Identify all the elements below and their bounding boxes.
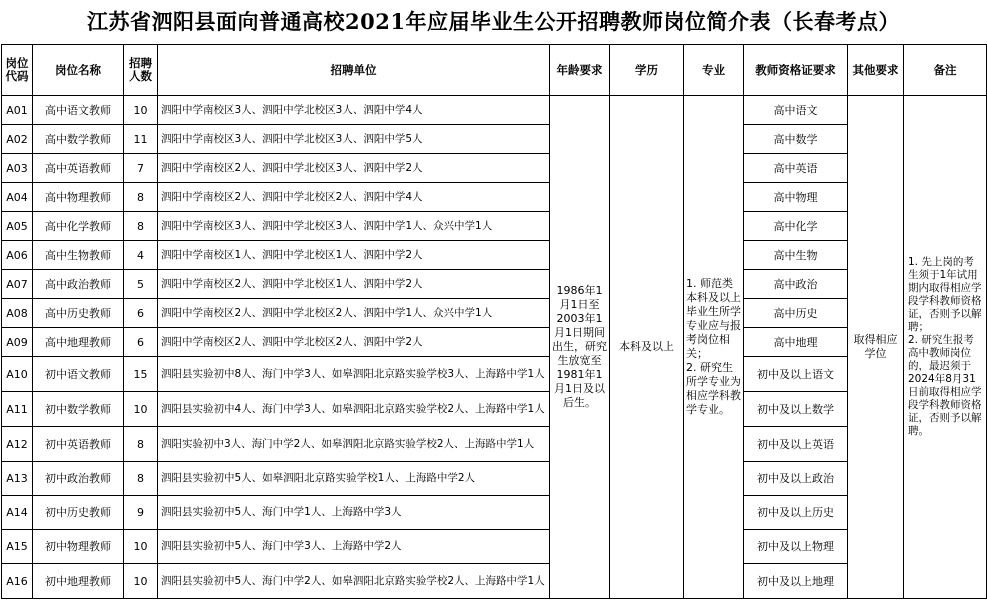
table-row — [2, 183, 987, 212]
table-row — [2, 427, 987, 462]
table-row — [2, 299, 987, 328]
cell-unit: 泗阳中学南校区3人、泗阳中学北校区3人、泗阳中学1人、众兴中学1人 — [158, 212, 550, 241]
cell-unit: 泗阳中学南校区2人、泗阳中学北校区2人、泗阳中学1人、众兴中学1人 — [158, 299, 550, 328]
header-unit: 招聘单位 — [158, 45, 550, 96]
table-row — [2, 270, 987, 299]
header-row — [2, 45, 987, 96]
cell-cert: 初中及以上数学 — [744, 392, 848, 427]
cell-count: 5 — [124, 270, 158, 299]
header-major: 专业 — [684, 45, 744, 96]
cell-cert: 高中化学 — [744, 212, 848, 241]
cell-unit: 泗阳县实验初中5人、如皋泗阳北京路实验学校1人、上海路中学2人 — [158, 462, 550, 496]
cell-name: 高中物理教师 — [33, 183, 124, 212]
cell-unit: 泗阳中学南校区2人、泗阳中学北校区1人、泗阳中学2人 — [158, 270, 550, 299]
header-other: 其他要求 — [848, 45, 904, 96]
cell-unit: 泗阳中学南校区2人、泗阳中学北校区2人、泗阳中学4人 — [158, 183, 550, 212]
cell-count: 10 — [124, 96, 158, 125]
cell-cert: 高中政治 — [744, 270, 848, 299]
cell-name: 初中数学教师 — [33, 392, 124, 427]
table-row — [2, 212, 987, 241]
cell-cert: 初中及以上政治 — [744, 462, 848, 496]
cell-code: A14 — [2, 496, 33, 530]
cell-code: A04 — [2, 183, 33, 212]
cell-name: 初中英语教师 — [33, 427, 124, 462]
table-row — [2, 530, 987, 564]
cell-cert: 高中物理 — [744, 183, 848, 212]
cell-unit: 泗阳县实验初中5人、海门中学3人、上海路中学2人 — [158, 530, 550, 564]
header-remark: 备注 — [904, 45, 987, 96]
page-title: 江苏省泗阳县面向普通高校2021年应届毕业生公开招聘教师岗位简介表（长春考点） — [87, 9, 900, 34]
cell-unit: 泗阳中学南校区1人、泗阳中学北校区1人、泗阳中学2人 — [158, 241, 550, 270]
cell-unit: 泗阳县实验初中5人、海门中学1人、上海路中学3人 — [158, 496, 550, 530]
cell-code: A03 — [2, 154, 33, 183]
cell-cert: 高中语文 — [744, 96, 848, 125]
cell-unit: 泗阳中学南校区3人、泗阳中学北校区3人、泗阳中学5人 — [158, 125, 550, 154]
cell-code: A06 — [2, 241, 33, 270]
cell-other: 取得相应学位 — [848, 96, 904, 599]
cell-code: A15 — [2, 530, 33, 564]
cell-code: A07 — [2, 270, 33, 299]
table-row — [2, 154, 987, 183]
cell-code: A02 — [2, 125, 33, 154]
cell-code: A05 — [2, 212, 33, 241]
cell-unit: 泗阳中学南校区2人、泗阳中学北校区3人、泗阳中学2人 — [158, 154, 550, 183]
cell-cert: 初中及以上历史 — [744, 496, 848, 530]
cell-cert: 初中及以上物理 — [744, 530, 848, 564]
header-name: 岗位名称 — [33, 45, 124, 96]
header-age: 年龄要求 — [550, 45, 610, 96]
cell-code: A11 — [2, 392, 33, 427]
table-row — [2, 564, 987, 599]
job-table — [1, 44, 987, 599]
cell-unit: 泗阳实验初中3人、海门中学2人、如皋泗阳北京路实验学校2人、上海路中学1人 — [158, 427, 550, 462]
cell-code: A12 — [2, 427, 33, 462]
table-row — [2, 392, 987, 427]
cell-code: A01 — [2, 96, 33, 125]
header-cert: 教师资格证要求 — [744, 45, 848, 96]
cell-name: 高中历史教师 — [33, 299, 124, 328]
cell-code: A08 — [2, 299, 33, 328]
cell-name: 高中化学教师 — [33, 212, 124, 241]
cell-count: 4 — [124, 241, 158, 270]
table-row — [2, 125, 987, 154]
cell-count: 10 — [124, 530, 158, 564]
table-row — [2, 328, 987, 357]
cell-count: 8 — [124, 427, 158, 462]
cell-count: 8 — [124, 462, 158, 496]
header-count: 招聘人数 — [124, 45, 158, 96]
cell-name: 高中数学教师 — [33, 125, 124, 154]
cell-count: 11 — [124, 125, 158, 154]
cell-count: 15 — [124, 357, 158, 392]
cell-count: 7 — [124, 154, 158, 183]
cell-count: 8 — [124, 183, 158, 212]
cell-cert: 初中及以上英语 — [744, 427, 848, 462]
cell-count: 10 — [124, 564, 158, 599]
cell-code: A16 — [2, 564, 33, 599]
cell-unit: 泗阳中学南校区2人、泗阳中学北校区2人、泗阳中学2人 — [158, 328, 550, 357]
cell-code: A13 — [2, 462, 33, 496]
cell-count: 9 — [124, 496, 158, 530]
cell-cert: 初中及以上语文 — [744, 357, 848, 392]
cell-unit: 泗阳县实验初中5人、海门中学2人、如皋泗阳北京路实验学校2人、上海路中学1人 — [158, 564, 550, 599]
cell-age: 1986年1月1日至2003年1月1日期间出生，研究生放宽至1981年1月1日及以后生。 — [550, 96, 610, 599]
cell-cert: 高中历史 — [744, 299, 848, 328]
cell-name: 初中政治教师 — [33, 462, 124, 496]
cell-name: 初中历史教师 — [33, 496, 124, 530]
cell-count: 10 — [124, 392, 158, 427]
table-row — [2, 462, 987, 496]
cell-name: 初中语文教师 — [33, 357, 124, 392]
cell-name: 初中地理教师 — [33, 564, 124, 599]
cell-name: 高中地理教师 — [33, 328, 124, 357]
cell-name: 初中物理教师 — [33, 530, 124, 564]
cell-major: 1. 师范类本科及以上毕业生所学专业应与报考岗位相关； 2. 研究生所学专业为相应学科教学专业。 — [684, 96, 744, 599]
cell-cert: 高中英语 — [744, 154, 848, 183]
cell-code: A10 — [2, 357, 33, 392]
cell-edu: 本科及以上 — [610, 96, 684, 599]
header-code: 岗位代码 — [2, 45, 33, 96]
cell-name: 高中生物教师 — [33, 241, 124, 270]
cell-code: A09 — [2, 328, 33, 357]
cell-count: 6 — [124, 299, 158, 328]
cell-name: 高中政治教师 — [33, 270, 124, 299]
cell-count: 8 — [124, 212, 158, 241]
cell-unit: 泗阳县实验初中4人、海门中学3人、如皋泗阳北京路实验学校2人、上海路中学1人 — [158, 392, 550, 427]
header-edu: 学历 — [610, 45, 684, 96]
table-row — [2, 496, 987, 530]
table-row — [2, 357, 987, 392]
cell-cert: 初中及以上地理 — [744, 564, 848, 599]
cell-name: 高中英语教师 — [33, 154, 124, 183]
cell-cert: 高中数学 — [744, 125, 848, 154]
cell-name: 高中语文教师 — [33, 96, 124, 125]
cell-unit: 泗阳县实验初中8人、海门中学3人、如皋泗阳北京路实验学校3人、上海路中学1人 — [158, 357, 550, 392]
cell-cert: 高中地理 — [744, 328, 848, 357]
cell-unit: 泗阳中学南校区3人、泗阳中学北校区3人、泗阳中学4人 — [158, 96, 550, 125]
cell-count: 6 — [124, 328, 158, 357]
cell-remark: 1. 先上岗的考生须于1年试用期内取得相应学段学科教师资格证，否则予以解聘； 2. 研究生报考高中教师岗位的，最迟须于2024年8月31日前取得相应学段学科教师资格证，否则予以解聘。 — [904, 96, 987, 599]
cell-cert: 高中生物 — [744, 241, 848, 270]
table-row — [2, 96, 987, 125]
table-row — [2, 241, 987, 270]
